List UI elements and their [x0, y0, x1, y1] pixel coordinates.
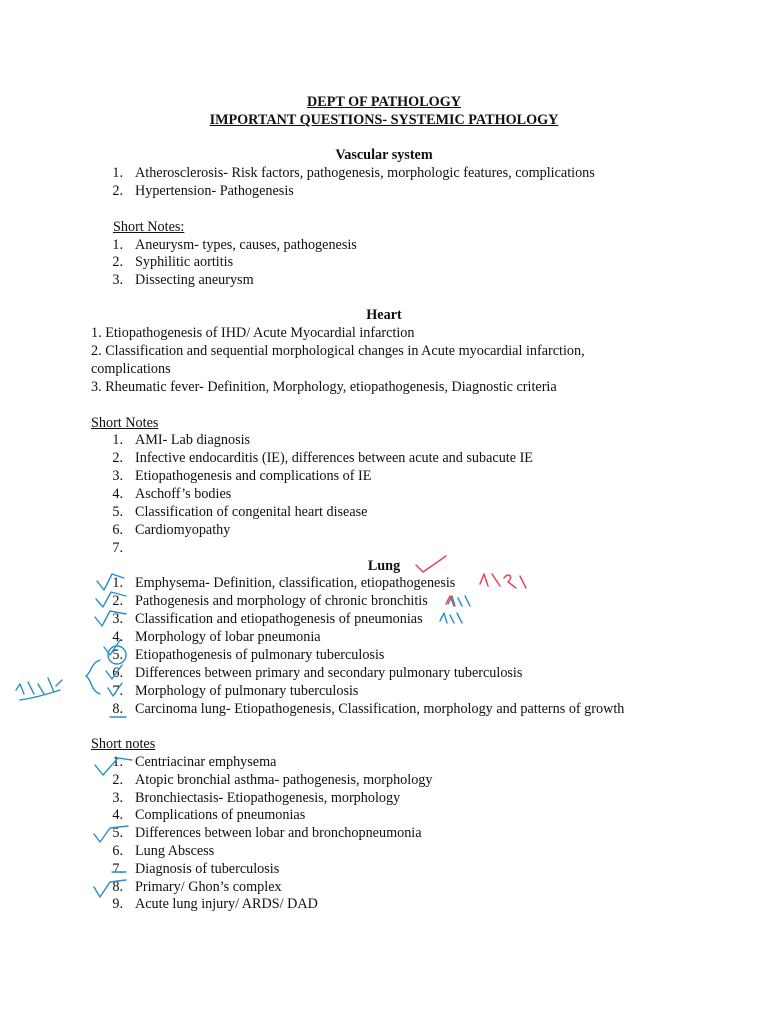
margin-note-icon	[448, 596, 470, 606]
heart-heading: Heart	[366, 307, 402, 323]
margin-note-icon	[440, 613, 462, 623]
heart-long-2-cont: complications	[91, 361, 171, 377]
page-title: IMPORTANT QUESTIONS- SYSTEMIC PATHOLOGY	[209, 112, 559, 128]
brace-mark-icon	[86, 660, 100, 694]
lung-short-heading: Short notes	[91, 736, 156, 752]
margin-note-icon	[446, 596, 454, 606]
lung-heading: Lung	[367, 558, 401, 574]
dept-heading: DEPT OF PATHOLOGY	[307, 94, 461, 110]
margin-underline-icon	[20, 690, 60, 700]
margin-note-icon	[16, 678, 62, 694]
heart-short-heading: Short Notes	[91, 415, 159, 431]
document-page: DEPT OF PATHOLOGY IMPORTANT QUESTIONS- SYSTEMIC PATHOLOGY Vascular system 1. Atherosclerosis- Risk factors, pathogenesis, morphologic features, complications 2. Hypertension- Pathogenesis Short Notes: 1. Aneurysm- types, causes, pathogenesis 2. Syphilitic aortitis 3. Dissecting aneurysm Heart 1. Etiopathogenesis of IHD/ Acute Myocardial infarction 2. Classification and sequential morphological changes in Acute myocardial infarction, complications 3. Rheumatic fever- Definition, Morphology, etiopathogenesis, Diagnostic criteria Short Notes 1. AMI- Lab diagnosis 2. Infective endocarditis (IE), differences between acute and subacute IE 3. Etiopathogenesis and complications of IE 4. Aschoff’s bodies 5. Classification of congenital heart disease 6. Cardiomyopathy 7. Lung 1. Emphysema- Definition, classification, etiopathogenesis 2. Pathogenesis and morphology of chronic bronchitis 3. Classification and etiopathogenesis of pneumonias 4. Morphology of lobar pneumonia 5. Etiopathogenesis of pulmonary tuberculosis 6. Differences between primary and secondary pulmonary tuberculosis 7. Morphology of pulmonary tuberculosis 8. Carcinoma lung- Etiopathogenesis, Classification, morphology and patterns of growth Short notes 1. Centriacinar emphysema 2. Atopic bronchial asthma- pathogenesis, morphology 3. Bronchiectasis- Etiopathogenesis, morphology 4. Complications of pneumonias 5. Differences between lobar and bronchopneumonia 6. Lung Abscess 7. Diagnosis of tuberculosis 8. Primary/ Ghon’s complex 9. Acute lung injury/ ARDS/ DAD	[0, 0, 768, 1024]
vascular-heading: Vascular system	[335, 147, 433, 163]
vascular-short-heading: Short Notes:	[113, 219, 185, 235]
heart-long-2: 2. Classification and sequential morphological changes in Acute myocardial infarction,	[91, 343, 585, 359]
margin-note-icon	[480, 574, 526, 588]
heart-long-3: 3. Rheumatic fever- Definition, Morphology, etiopathogenesis, Diagnostic criteria	[91, 379, 557, 395]
heart-long-1: 1. Etiopathogenesis of IHD/ Acute Myocardial infarction	[91, 325, 415, 341]
